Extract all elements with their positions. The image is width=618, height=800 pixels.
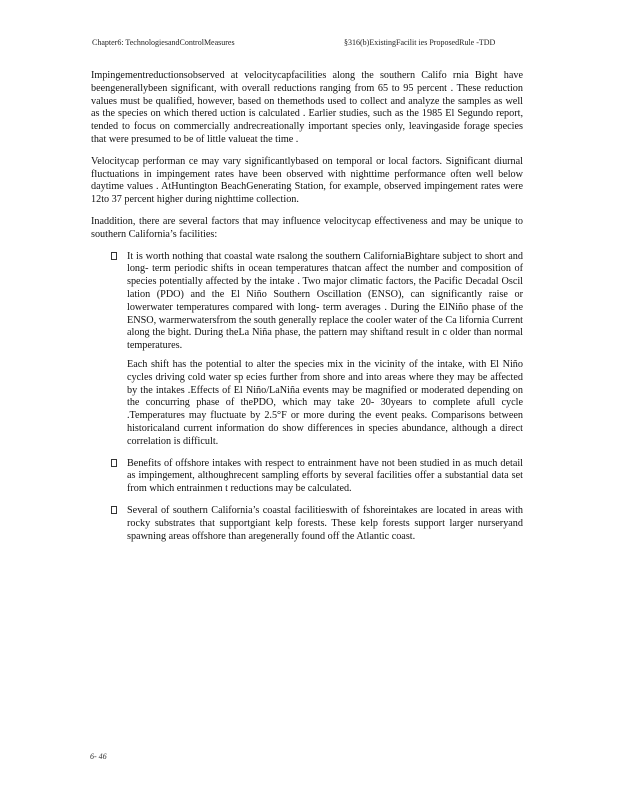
bullet-paragraph: Benefits of offshore intakes with respect to entrainment have not been studied in as much detail as impingement, althoughrecent sampling efforts by several facilities offer a substantial data set from which entrainmen t reductions may be calculated. bbox=[127, 457, 523, 495]
body-paragraph: Velocitycap performan ce may vary significantlybased on temporal or local factors. Significant diurnal fluctuations in impingement rates have been observed with nighttime performance often well below daytime values . AtHuntington BeachGenerating Station, for example, observed impingement rates were 12to 37 percent higher during nighttime collection. bbox=[91, 155, 523, 206]
bullet-item bbox=[91, 505, 523, 543]
bullet-item bbox=[91, 251, 523, 449]
page-number: 6- 46 bbox=[90, 752, 107, 761]
bullet-box-icon bbox=[111, 252, 117, 260]
body-paragraph: Impingementreductionsobserved at velocitycapfacilities along the southern Califo rnia Bight have beengenerallybeen significant, with overall reductions ranging from 65 to 95 percent . These reduction values must be qualified, however, based on themethods used to collect and analyze the samples as well as the species on which thered uction is calculated . Earlier studies, such as the 1985 El Segundo report, tended to focus on commercially andrecreationally important species only, leavingaside forage species that were presumed to be of little valueat the time . bbox=[91, 70, 523, 145]
bullet-box-icon bbox=[111, 506, 117, 514]
body-paragraph: Inaddition, there are several factors that may influence velocitycap effectiveness and may be unique to southern California’s facilities: bbox=[91, 215, 523, 240]
bullet-paragraph: Each shift has the potential to alter the species mix in the vicinity of the intake, with El Niño cycles driving cold water sp ecies further from shore and into areas where they may be affected by the intakes .Effects of El Niño/LaNiña events may be magnified or moderated depending on the concurring phase of thePDO, which may take 20- 30years to complete afull cycle .Temperatures may fluctuate by 2.5°F or more during the event peaks. Comparisons between historicaland current information do show differences in species abundance, although a direct correlation is difficult. bbox=[127, 358, 523, 447]
header-document-title: §316(b)ExistingFacilit ies ProposedRule -TDD bbox=[344, 38, 496, 47]
bullet-paragraph: It is worth nothing that coastal wate rsalong the southern CaliforniaBightare subject to short and long- term periodic shifts in ocean temperatures thatcan affect the number and composition of species potentially affected by the intake . Two major climatic factors, the Pacific Decadal Oscil lation (PDO) and the El Niño Southern Oscillation (ENSO), can significantly raise or lowerwater temperatures compared with long- term averages . During the ElNiño phase of the ENSO, warmerwatersfrom the south generally replace the cooler water of the Ca lifornia Current along the bight. During theLa Niña phase, the pattern may shiftand result in c older than normal temperatures. bbox=[127, 250, 523, 352]
bullet-paragraph: Several of southern California’s coastal facilitieswith of fshoreintakes are located in areas with rocky substrates that supportgiant kelp forests. These kelp forests support larger nurseryand spawning areas offshore than aregenerally found off the Atlantic coast. bbox=[127, 504, 523, 542]
bullet-item bbox=[91, 458, 523, 496]
header-chapter-title: Chapter6: TechnologiesandControlMeasures bbox=[92, 38, 235, 47]
document-body bbox=[91, 70, 523, 552]
bullet-box-icon bbox=[111, 459, 117, 467]
